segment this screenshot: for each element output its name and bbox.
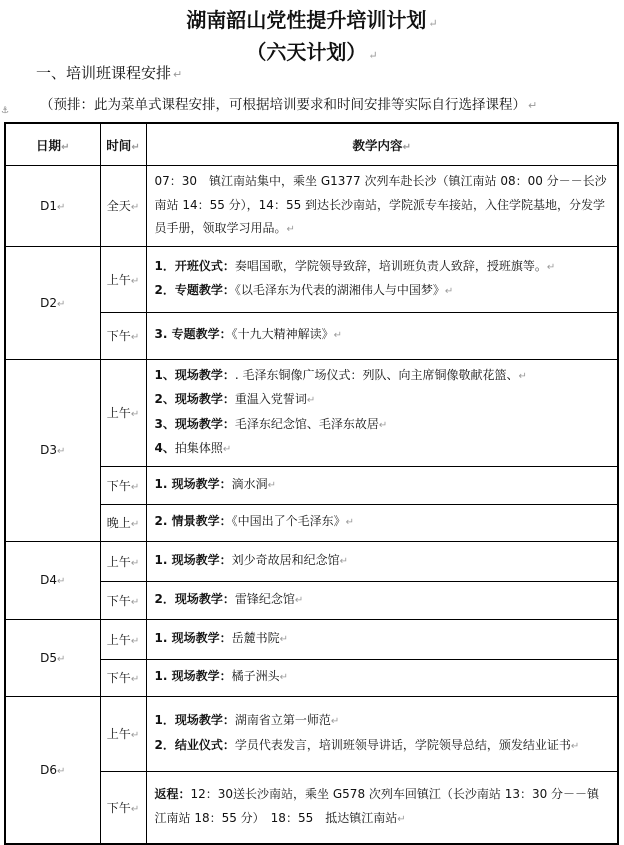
document-title	[0, 4, 624, 33]
content-cell	[146, 504, 618, 541]
content-line-text: 07：30 镇江南站集中，乘坐 G1377 次列车赴长沙（镇江南站 08：00 分－－长沙南站 14：55 分），14：55 到达长沙南站，学院派专车接站，入住学院基地，分发学员手册，领取学习用品。	[154, 174, 607, 235]
paragraph-mark-icon: ↵	[294, 594, 304, 606]
time-label: 下午	[106, 478, 131, 493]
schedule-note	[40, 93, 537, 113]
time-label: 下午	[106, 800, 131, 815]
content-line-text: 橘子洲头	[231, 669, 280, 684]
paragraph-mark-icon: ↵	[279, 633, 288, 645]
content-cell	[146, 581, 618, 619]
content-line	[155, 437, 612, 462]
paragraph-mark-icon: ↵	[528, 99, 538, 112]
paragraph-mark-icon: ↵	[286, 224, 295, 235]
time-cell	[100, 581, 146, 619]
content-line-text: 雷锋纪念馆	[234, 591, 295, 606]
paragraph-mark-icon: ↵	[130, 674, 140, 685]
paragraph-mark-icon: ↵	[368, 49, 378, 62]
document-subtitle	[0, 36, 624, 65]
content-line-text: 岳麓书院	[231, 630, 280, 645]
content-line	[155, 170, 612, 242]
content-line-label: 2、现场教学：	[154, 392, 235, 406]
content-line-label: 2．结业仪式：	[154, 737, 235, 752]
paragraph-mark-icon: ↵	[56, 298, 66, 310]
day-label: D6	[40, 762, 57, 777]
paragraph-mark-icon: ↵	[56, 446, 66, 457]
time-cell	[100, 359, 146, 466]
content-line-label: 1．开班仪式：	[154, 258, 235, 273]
paragraph-mark-icon: ↵	[444, 286, 454, 297]
time-cell	[100, 771, 146, 844]
content-line-label: 1．现场教学：	[154, 713, 235, 727]
paragraph-mark-icon: ↵	[130, 596, 140, 608]
content-line-text: 重温入党誓词	[234, 392, 307, 406]
content-line-label: 3. 专题教学：	[154, 327, 232, 342]
day-label: D5	[40, 650, 57, 665]
content-line-text: 湖南省立第一师范	[234, 713, 331, 727]
document-subtitle-text: （六天计划）	[246, 40, 367, 64]
content-line-label: 1. 现场教学：	[154, 630, 232, 645]
time-label: 下午	[106, 671, 131, 685]
day-label: D1	[40, 198, 57, 213]
content-line-text: . 毛泽东铜像广场仪式：列队、向主席铜像敬献花篮、	[234, 367, 519, 382]
paragraph-mark-icon: ↵	[397, 813, 406, 825]
paragraph-mark-icon: ↵	[130, 557, 140, 569]
day-cell	[5, 541, 100, 619]
paragraph-mark-icon: ↵	[378, 419, 388, 431]
time-cell	[100, 312, 146, 359]
content-line-text: 12：30送长沙南站，乘坐 G578 次列车回镇江（长沙南站 13：30 分－－镇江南站 18：55 分） 18：55 抵达镇江南站	[154, 787, 600, 825]
content-cell	[146, 466, 618, 504]
time-cell	[100, 166, 146, 247]
content-line-text: 拍集体照	[174, 441, 223, 455]
content-line	[155, 665, 612, 690]
time-label: 上午	[106, 727, 131, 741]
paragraph-mark-icon: ↵	[56, 765, 66, 777]
paragraph-mark-icon: ↵	[339, 555, 348, 567]
content-line-text: 滴水洞	[231, 476, 268, 491]
paragraph-mark-icon: ↵	[130, 635, 140, 647]
day-cell	[5, 246, 100, 359]
content-line-text: 《中国出了个毛泽东》	[231, 514, 346, 529]
time-label: 上午	[106, 272, 131, 287]
content-line-text: 毛泽东纪念馆、毛泽东故居	[234, 416, 379, 431]
content-cell	[146, 619, 618, 659]
header-time: 时间↵	[100, 123, 146, 166]
paragraph-mark-icon: ↵	[518, 370, 527, 382]
time-label: 上午	[106, 554, 131, 569]
table-header-row	[5, 123, 618, 166]
time-cell	[100, 541, 146, 581]
header-date: 日期↵	[5, 123, 100, 166]
paragraph-mark-icon: ↵	[56, 576, 66, 587]
time-label: 下午	[106, 593, 131, 608]
content-line-label: 2. 情景教学：	[154, 514, 232, 529]
day-label: D2	[40, 295, 57, 310]
paragraph-mark-icon: ↵	[546, 261, 556, 273]
content-line-text: 刘少奇故居和纪念馆	[231, 552, 340, 567]
header-content: 教学内容↵	[146, 123, 618, 166]
section-heading-text: 一、培训班课程安排	[36, 64, 172, 82]
paragraph-mark-icon: ↵	[56, 653, 66, 665]
content-line	[155, 510, 612, 535]
day-cell	[5, 166, 100, 247]
content-line-text: 奏唱国歌，学院领导致辞，培训班负责人致辞，授班旗等。	[234, 258, 547, 273]
paragraph-mark-icon: ↵	[130, 202, 140, 214]
content-line	[155, 549, 612, 574]
content-line	[155, 734, 612, 759]
time-label: 全天	[106, 199, 131, 214]
table-row	[5, 696, 618, 771]
paragraph-mark-icon: ↵	[173, 68, 183, 81]
table-row	[5, 166, 618, 247]
paragraph-mark-icon: ↵	[130, 332, 140, 343]
content-line-label: 1. 现场教学：	[154, 552, 232, 567]
day-label: D3	[40, 443, 57, 457]
day-cell	[5, 619, 100, 696]
time-cell	[100, 659, 146, 696]
paragraph-mark-icon: ↵	[130, 409, 140, 420]
time-cell	[100, 466, 146, 504]
content-cell	[146, 696, 618, 771]
content-line-label: 返程：	[154, 787, 191, 802]
day-cell	[5, 359, 100, 541]
content-line	[155, 588, 612, 613]
paragraph-mark-icon: ↵	[428, 17, 438, 30]
content-cell	[146, 659, 618, 696]
time-cell	[100, 246, 146, 312]
content-line	[155, 255, 612, 280]
paragraph-mark-icon: ↵	[130, 730, 140, 741]
section-heading	[36, 62, 182, 83]
paragraph-mark-icon: ↵	[130, 481, 140, 493]
paragraph-mark-icon: ↵	[267, 479, 276, 491]
table-row	[5, 359, 618, 466]
content-line-text: 《十九大精神解读》	[231, 327, 334, 342]
document-title-text: 湖南韶山党性提升培训计划	[186, 8, 427, 32]
content-line	[155, 783, 612, 831]
content-cell	[146, 541, 618, 581]
paragraph-mark-icon: ↵	[570, 740, 580, 752]
paragraph-mark-icon: ↵	[130, 519, 140, 530]
paragraph-mark-icon: ↵	[130, 275, 140, 287]
paragraph-mark-icon: ↵	[306, 395, 316, 406]
paragraph-mark-icon: ↵	[330, 716, 340, 727]
table-row	[5, 541, 618, 581]
content-cell	[146, 771, 618, 844]
paragraph-mark-icon: ↵	[222, 444, 232, 455]
content-line	[155, 388, 612, 413]
paragraph-mark-icon: ↵	[333, 330, 342, 342]
content-cell	[146, 246, 618, 312]
content-line-label: 2．专题教学：	[154, 283, 235, 297]
schedule-table	[4, 122, 619, 845]
time-cell	[100, 696, 146, 771]
day-label: D4	[40, 573, 57, 587]
paragraph-mark-icon: ↵	[130, 803, 140, 815]
content-line-label: 2．现场教学：	[154, 591, 235, 606]
time-cell	[100, 504, 146, 541]
paragraph-mark-icon: ↵	[345, 517, 354, 529]
content-line	[155, 709, 612, 734]
content-cell	[146, 166, 618, 247]
content-line-label: 1. 现场教学：	[154, 476, 232, 491]
content-line-label: 4、	[154, 441, 175, 455]
content-line-label: 1. 现场教学：	[154, 669, 232, 684]
day-cell	[5, 696, 100, 844]
time-cell	[100, 619, 146, 659]
content-line-label: 1、现场教学：	[154, 367, 235, 382]
anchor-icon: ⚓	[1, 106, 10, 116]
content-line	[155, 473, 612, 498]
content-line	[155, 627, 612, 652]
content-cell	[146, 312, 618, 359]
content-line-label: 3、现场教学：	[154, 416, 235, 431]
content-line	[155, 279, 612, 304]
paragraph-mark-icon: ↵	[279, 672, 288, 684]
time-label: 上午	[106, 632, 131, 647]
content-line	[155, 413, 612, 438]
table-row	[5, 246, 618, 312]
table-row	[5, 619, 618, 659]
content-line-text: 《以毛泽东为代表的湖湘伟人与中国梦》	[234, 283, 445, 297]
schedule-body	[5, 166, 618, 845]
time-label: 上午	[106, 406, 131, 420]
schedule-note-text: （预排：此为菜单式课程安排，可根据培训要求和时间安排等实际自行选择课程）	[40, 97, 526, 113]
time-label: 下午	[106, 329, 131, 343]
content-line	[155, 364, 612, 389]
content-line-text: 学员代表发言，培训班领导讲话，学院领导总结，颁发结业证书	[234, 737, 571, 752]
time-label: 晚上	[106, 516, 131, 530]
content-line	[155, 323, 612, 348]
paragraph-mark-icon: ↵	[56, 201, 66, 213]
content-cell	[146, 359, 618, 466]
